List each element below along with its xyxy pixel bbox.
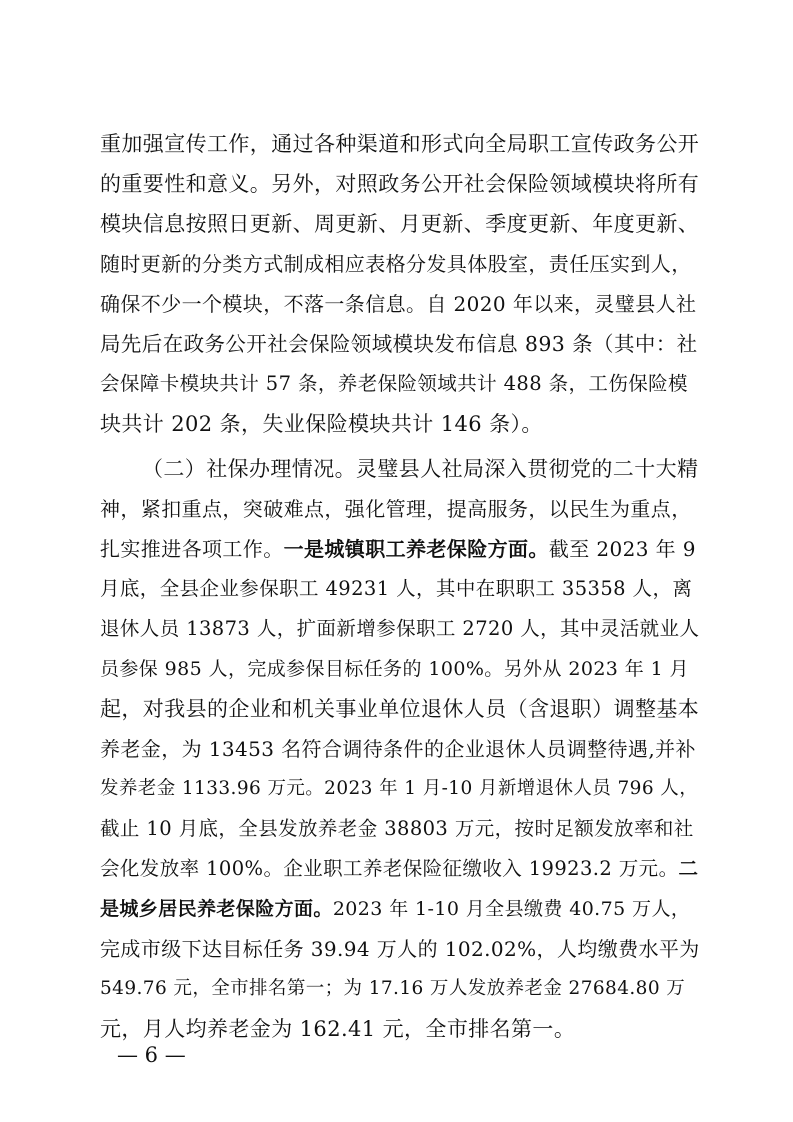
body-line (100, 689, 700, 729)
line-text: 神，紧扣重点，突破难点，强化管理，提高服务，以民生为重点， (100, 497, 692, 521)
line-text: 养老金，为 13453 名符合调待条件的企业退休人员调整待遇,并补 (100, 737, 696, 761)
body-line (100, 164, 700, 204)
line-text: 发养老金 1133.96 万元。2023 年 1 月-10 月新增退休人员 796 人， (100, 778, 699, 799)
line-text: 块共计 202 条，失业保险模块共计 146 条）。 (100, 412, 543, 436)
line-text: 的重要性和意义。另外，对照政务公开社会保险领域模块将所有 (100, 172, 700, 196)
body-line (100, 364, 700, 404)
bold-subheading: 二 (678, 857, 699, 880)
line-text: 退休人员 13873 人，扩面新增参保职工 2720 人，其中灵活就业人 (100, 617, 700, 640)
line-text: 确保不少一个模块，不落一条信息。自 2020 年以来，灵璧县人社 (100, 292, 697, 316)
line-text: 会化发放率 100%。企业职工养老保险征缴收入 19923.2 万元。 (100, 857, 679, 880)
body-line (100, 324, 700, 364)
line-text: （二）社保办理情况。灵璧县人社局深入贯彻党的二十大精 (142, 457, 699, 481)
body-line (100, 849, 700, 889)
line-text: 完成市级下达目标任务 39.94 万人的 102.02%，人均缴费水平为 (100, 937, 700, 961)
page-number: — 6 — (117, 1043, 186, 1067)
body-line (100, 489, 700, 529)
body-line (100, 284, 700, 324)
body-line (100, 529, 700, 569)
line-text: 重加强宣传工作，通过各种渠道和形式向全局职工宣传政务公开 (100, 132, 700, 156)
body-line (100, 404, 700, 444)
body-line (100, 609, 700, 649)
line-text: 元，月人均养老金为 162.41 元，全市排名第一。 (100, 1017, 576, 1041)
line-text: 模块信息按照日更新、周更新、月更新、季度更新、年度更新、 (100, 212, 700, 236)
bold-subheading: 一是城镇职工养老保险方面。 (283, 537, 549, 561)
line-text: 月底，全县企业参保职工 49231 人，其中在职职工 35358 人，离 (100, 577, 693, 600)
line-text: 局先后在政务公开社会保险领域模块发布信息 893 条（其中：社 (100, 332, 698, 356)
body-line (100, 124, 700, 164)
body-line (100, 1009, 700, 1049)
line-text: 起，对我县的企业和机关事业单位退休人员（含退职）调整基本 (100, 697, 700, 721)
body-line (100, 889, 700, 929)
body-line (100, 929, 700, 969)
line-text: 截至 2023 年 9 (548, 537, 696, 561)
line-text: 2023 年 1-10 月全县缴费 40.75 万人， (332, 898, 691, 920)
line-text: 会保障卡模块共计 57 条，养老保险领域共计 488 条，工伤保险模 (100, 372, 688, 395)
body-line (100, 729, 700, 769)
line-text: 员参保 985 人，完成参保目标任务的 100%。另外从 2023 年 1 月 (100, 658, 689, 680)
body-line (100, 809, 700, 849)
line-text: 截止 10 月底，全县发放养老金 38803 万元，按时足额发放率和社 (100, 817, 694, 840)
section-heading-line (142, 449, 700, 489)
line-text: 549.76 元，全市排名第一；为 17.16 万人发放养老金 27684.80 万 (100, 978, 686, 999)
body-line (100, 204, 700, 244)
line-text: 随时更新的分类方式制成相应表格分发具体股室，责任压实到人， (100, 252, 692, 276)
body-line (100, 769, 700, 809)
body-line (100, 244, 700, 284)
body-line (100, 569, 700, 609)
line-text: 扎实推进各项工作。 (100, 537, 284, 561)
body-line (100, 649, 700, 689)
bold-subheading: 是城乡居民养老保险方面。 (100, 898, 333, 920)
body-line (100, 969, 700, 1009)
